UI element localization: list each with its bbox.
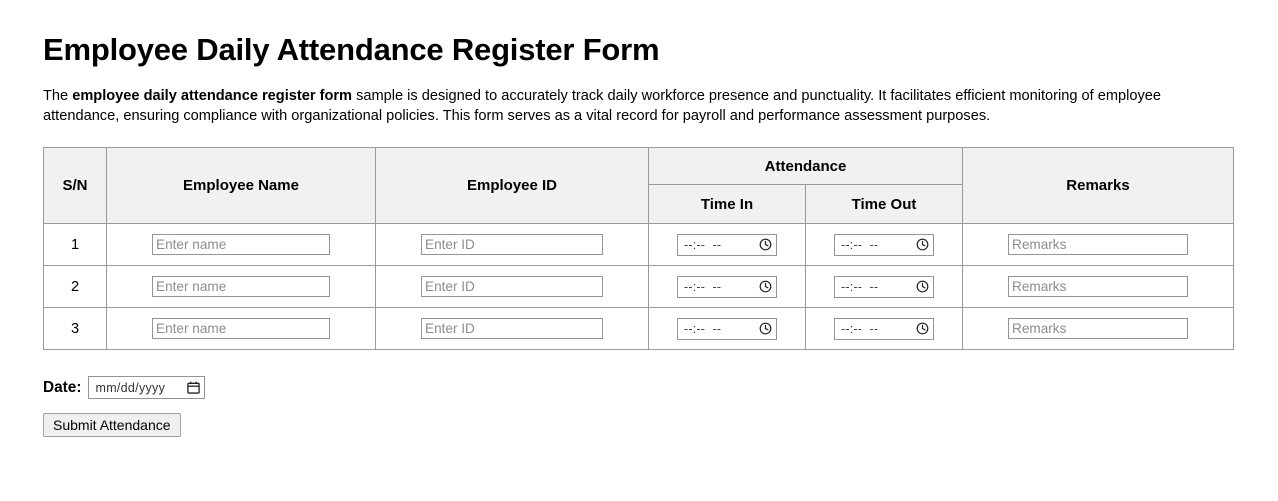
date-input-value: mm/dd/yyyy (95, 380, 166, 395)
column-header-sn: S/N (44, 148, 107, 224)
intro-suffix: sample is designed to accurately track daily workforce presence and punctuality. It facilitates efficient monitoring of employee attendance, ensuring compliance with organizational policies. This form serves as a vital record for payroll and performance assessment purposes. (43, 87, 1162, 125)
cell-time-out (806, 266, 963, 308)
time-out-value: --:-- -- (841, 321, 879, 336)
employee-name-input[interactable] (152, 276, 330, 297)
column-header-remarks: Remarks (963, 148, 1234, 224)
employee-name-input[interactable] (152, 234, 330, 255)
employee-id-input[interactable] (421, 318, 603, 339)
cell-time-in (649, 308, 806, 350)
cell-employee-name (107, 224, 376, 266)
cell-remarks (963, 308, 1234, 350)
time-in-value: --:-- -- (684, 279, 722, 294)
page-title: Employee Daily Attendance Register Form (43, 32, 660, 67)
time-out-input[interactable] (834, 234, 934, 256)
column-header-time-out: Time Out (806, 185, 963, 224)
time-in-input[interactable] (677, 276, 777, 298)
clock-icon[interactable] (916, 238, 929, 251)
clock-icon[interactable] (759, 322, 772, 335)
time-in-value: --:-- -- (684, 321, 722, 336)
time-in-value: --:-- -- (684, 237, 722, 252)
intro-prefix: The (43, 87, 73, 104)
table-row (44, 266, 1234, 308)
row-serial-number: 3 (44, 308, 107, 350)
employee-id-input[interactable] (421, 234, 603, 255)
date-input[interactable] (88, 376, 205, 399)
clock-icon[interactable] (759, 238, 772, 251)
table-body (44, 224, 1234, 350)
cell-time-in (649, 266, 806, 308)
clock-icon[interactable] (916, 322, 929, 335)
column-header-employee-name: Employee Name (107, 148, 376, 224)
row-serial-number: 2 (44, 266, 107, 308)
cell-employee-id (376, 266, 649, 308)
cell-remarks (963, 266, 1234, 308)
intro-paragraph (43, 86, 1208, 127)
time-out-input[interactable] (834, 318, 934, 340)
cell-employee-id (376, 308, 649, 350)
cell-time-out (806, 308, 963, 350)
table-header (44, 148, 1234, 224)
clock-icon[interactable] (916, 280, 929, 293)
cell-employee-name (107, 308, 376, 350)
header-row-top (44, 148, 1234, 185)
time-out-value: --:-- -- (841, 279, 879, 294)
remarks-input[interactable] (1008, 318, 1188, 339)
date-label: Date: (43, 378, 82, 396)
time-out-value: --:-- -- (841, 237, 879, 252)
cell-time-out (806, 224, 963, 266)
attendance-table (43, 147, 1234, 350)
table-row (44, 224, 1234, 266)
row-serial-number: 1 (44, 224, 107, 266)
remarks-input[interactable] (1008, 276, 1188, 297)
time-out-input[interactable] (834, 276, 934, 298)
column-header-time-in: Time In (649, 185, 806, 224)
time-in-input[interactable] (677, 318, 777, 340)
employee-name-input[interactable] (152, 318, 330, 339)
date-row (43, 376, 1238, 399)
clock-icon[interactable] (759, 280, 772, 293)
cell-remarks (963, 224, 1234, 266)
submit-attendance-button[interactable]: Submit Attendance (43, 413, 181, 437)
time-in-input[interactable] (677, 234, 777, 256)
table-row (44, 308, 1234, 350)
cell-time-in (649, 224, 806, 266)
employee-id-input[interactable] (421, 276, 603, 297)
column-header-employee-id: Employee ID (376, 148, 649, 224)
column-header-attendance: Attendance (649, 148, 963, 185)
remarks-input[interactable] (1008, 234, 1188, 255)
calendar-icon[interactable] (187, 381, 200, 394)
intro-bold-phrase: employee daily attendance register form (72, 87, 353, 104)
cell-employee-name (107, 266, 376, 308)
cell-employee-id (376, 224, 649, 266)
